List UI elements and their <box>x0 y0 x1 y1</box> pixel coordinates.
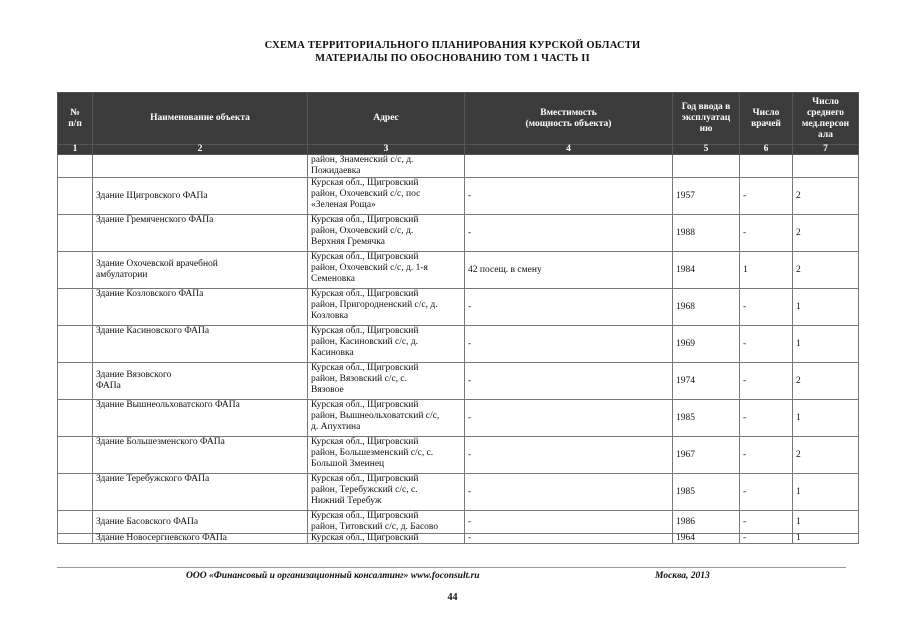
table-row <box>58 289 859 326</box>
col-number: 4 <box>465 145 673 155</box>
cell-num <box>58 363 93 400</box>
cell-staff <box>793 155 859 178</box>
cell-name: Здание Касиновского ФАПа <box>93 326 308 363</box>
cell-address: Курская обл., Щигровский район, Большезменский с/с, с. Большой Змеинец <box>308 437 465 474</box>
cell-doctors: - <box>740 215 793 252</box>
cell-staff: 1 <box>793 289 859 326</box>
cell-num <box>58 400 93 437</box>
document-title: СХЕМА ТЕРРИТОРИАЛЬНОГО ПЛАНИРОВАНИЯ КУРСКОЙ ОБЛАСТИ <box>264 40 641 51</box>
table-row <box>58 437 859 474</box>
cell-year: 1969 <box>673 326 740 363</box>
cell-capacity: - <box>465 363 673 400</box>
cell-num <box>58 252 93 289</box>
cell-staff: 2 <box>793 252 859 289</box>
cell-capacity <box>465 155 673 178</box>
cell-name: Здание Охочевской врачебной амбулатории <box>93 252 308 289</box>
cell-staff: 2 <box>793 215 859 252</box>
col-header-num: № п/п <box>58 93 93 145</box>
cell-address: Курская обл., Щигровский район, Охочевский с/с, пос «Зеленая Роща» <box>308 178 465 215</box>
cell-address: Курская обл., Щигровский район, Охочевский с/с, д. Верхняя Гремячка <box>308 215 465 252</box>
cell-address: район, Знаменский с/с, д. Пожидаевка <box>308 155 465 178</box>
col-number: 5 <box>673 145 740 155</box>
cell-capacity: - <box>465 400 673 437</box>
col-number: 6 <box>740 145 793 155</box>
cell-capacity: 42 посещ. в смену <box>465 252 673 289</box>
col-number: 7 <box>793 145 859 155</box>
col-header-name: Наименование объекта <box>93 93 308 145</box>
cell-address: Курская обл., Щигровский район, Теребужский с/с, с. Нижний Теребуж <box>308 474 465 511</box>
cell-capacity: - <box>465 437 673 474</box>
cell-staff: 1 <box>793 534 859 544</box>
footer-company: ООО «Финансовый и организационный консалтинг» www.foconsult.ru <box>186 571 480 581</box>
col-number: 3 <box>308 145 465 155</box>
cell-name: Здание Басовского ФАПа <box>93 511 308 534</box>
cell-staff: 2 <box>793 178 859 215</box>
cell-doctors: - <box>740 363 793 400</box>
table-header-row <box>58 93 859 145</box>
cell-doctors: - <box>740 511 793 534</box>
cell-staff: 1 <box>793 511 859 534</box>
table-row <box>58 215 859 252</box>
cell-year: 1957 <box>673 178 740 215</box>
cell-capacity: - <box>465 511 673 534</box>
cell-num <box>58 289 93 326</box>
cell-doctors <box>740 155 793 178</box>
cell-capacity: - <box>465 534 673 544</box>
cell-num <box>58 155 93 178</box>
cell-year: 1986 <box>673 511 740 534</box>
cell-address: Курская обл., Щигровский район, Титовский с/с, д. Басово <box>308 511 465 534</box>
cell-capacity: - <box>465 474 673 511</box>
cell-doctors: - <box>740 178 793 215</box>
footer-divider <box>57 567 846 568</box>
cell-num <box>58 178 93 215</box>
cell-address: Курская обл., Щигровский район, Вязовский с/с, с. Вязовое <box>308 363 465 400</box>
cell-year: 1985 <box>673 400 740 437</box>
cell-capacity: - <box>465 326 673 363</box>
cell-num <box>58 534 93 544</box>
cell-name: Здание Вязовского ФАПа <box>93 363 308 400</box>
document-subtitle: МАТЕРИАЛЫ ПО ОБОСНОВАНИЮ ТОМ 1 ЧАСТЬ II <box>315 53 590 64</box>
cell-year: 1967 <box>673 437 740 474</box>
col-header-address: Адрес <box>308 93 465 145</box>
table-row <box>58 326 859 363</box>
cell-doctors: - <box>740 400 793 437</box>
table-row <box>58 252 859 289</box>
col-header-year: Год ввода в эксплуатац ию <box>673 93 740 145</box>
cell-doctors: - <box>740 474 793 511</box>
col-header-doctors: Число врачей <box>740 93 793 145</box>
table-row <box>58 178 859 215</box>
cell-name: Здание Новосергиевского ФАПа <box>93 534 308 544</box>
col-number: 1 <box>58 145 93 155</box>
col-header-staff: Число среднего мед.персон ала <box>793 93 859 145</box>
cell-year: 1964 <box>673 534 740 544</box>
cell-staff: 1 <box>793 474 859 511</box>
cell-name: Здание Вышнеольховатского ФАПа <box>93 400 308 437</box>
cell-num <box>58 215 93 252</box>
cell-capacity: - <box>465 289 673 326</box>
cell-name: Здание Щигровского ФАПа <box>93 178 308 215</box>
column-number-row <box>58 145 859 155</box>
cell-doctors: - <box>740 289 793 326</box>
col-number: 2 <box>93 145 308 155</box>
cell-capacity: - <box>465 215 673 252</box>
cell-year: 1968 <box>673 289 740 326</box>
table-row <box>58 534 859 544</box>
cell-address: Курская обл., Щигровский район, Вышнеольховатский с/с, д. Апухтина <box>308 400 465 437</box>
cell-capacity: - <box>465 178 673 215</box>
cell-staff: 2 <box>793 437 859 474</box>
cell-num <box>58 474 93 511</box>
cell-staff: 1 <box>793 400 859 437</box>
cell-staff: 1 <box>793 326 859 363</box>
cell-doctors: - <box>740 437 793 474</box>
cell-address: Курская обл., Щигровский район, Охочевский с/с, д. 1-я Семеновка <box>308 252 465 289</box>
table-row <box>58 400 859 437</box>
cell-year: 1974 <box>673 363 740 400</box>
cell-name: Здание Гремяченского ФАПа <box>93 215 308 252</box>
cell-name: Здание Козловского ФАПа <box>93 289 308 326</box>
table-row <box>58 474 859 511</box>
cell-year: 1985 <box>673 474 740 511</box>
cell-address: Курская обл., Щигровский район, Пригородненский с/с, д. Козловка <box>308 289 465 326</box>
cell-doctors: 1 <box>740 252 793 289</box>
cell-year <box>673 155 740 178</box>
footer-city-year: Москва, 2013 <box>655 571 710 581</box>
table-row <box>58 511 859 534</box>
cell-address: Курская обл., Щигровский район, Касиновский с/с, д. Касиновка <box>308 326 465 363</box>
page-number: 44 <box>447 592 458 603</box>
cell-year: 1984 <box>673 252 740 289</box>
cell-name: Здание Большезменского ФАПа <box>93 437 308 474</box>
table-row <box>58 155 859 178</box>
cell-doctors: - <box>740 534 793 544</box>
objects-table <box>57 92 859 544</box>
cell-doctors: - <box>740 326 793 363</box>
table-row <box>58 363 859 400</box>
cell-year: 1988 <box>673 215 740 252</box>
cell-name: Здание Теребужского ФАПа <box>93 474 308 511</box>
cell-staff: 2 <box>793 363 859 400</box>
col-header-capacity: Вместимость (мощность объекта) <box>465 93 673 145</box>
cell-num <box>58 437 93 474</box>
cell-num <box>58 511 93 534</box>
cell-num <box>58 326 93 363</box>
cell-name <box>93 155 308 178</box>
cell-address: Курская обл., Щигровский <box>308 534 465 544</box>
